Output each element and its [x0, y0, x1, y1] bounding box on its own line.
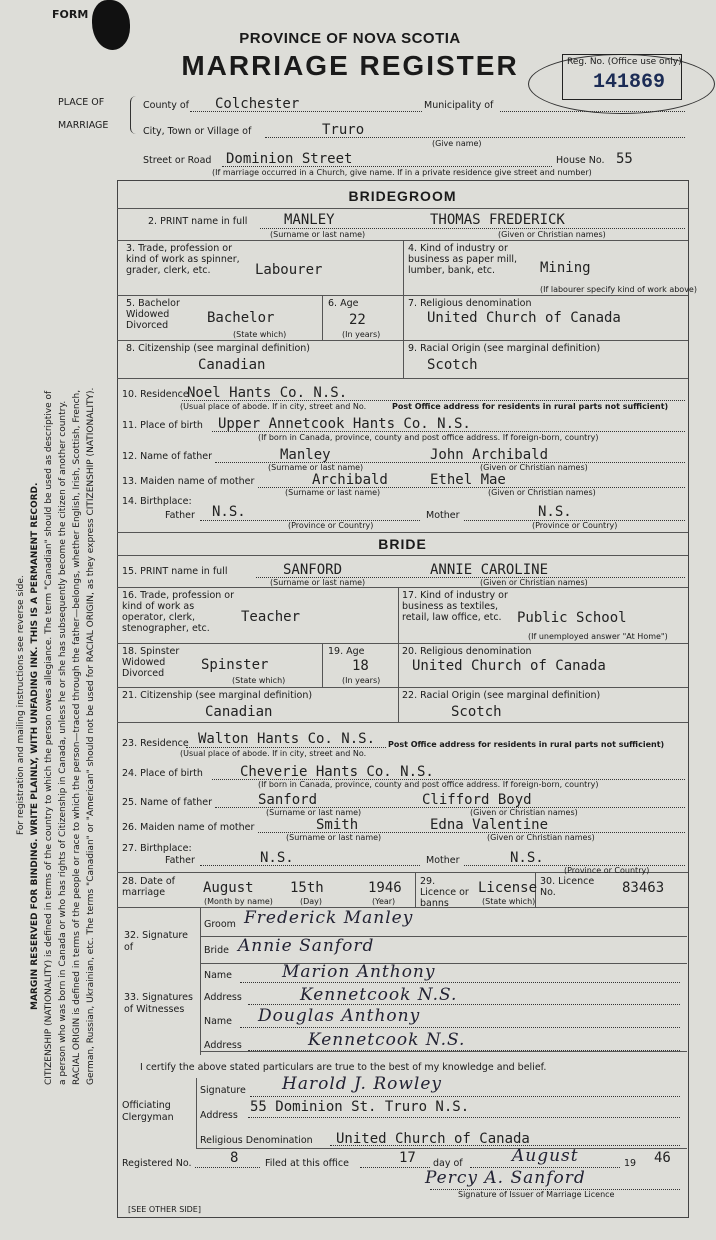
groom-origin: Scotch — [427, 357, 478, 373]
bride-residence-note-b: Post Office address for residents in rural parts not sufficient) — [388, 740, 665, 749]
margin-line-2: MARGIN RESERVED FOR BINDING. WRITE PLAINLY, WITH UNFADING INK. THIS IS A PERMANENT RECORD. — [30, 482, 40, 1010]
groom-bp-mother: N.S. — [538, 504, 572, 520]
bride-heading: BRIDE — [378, 536, 427, 552]
place-label-2: MARRIAGE — [58, 120, 109, 131]
marriage-month: August — [203, 880, 254, 896]
groom-birthplace-label: 11. Place of birth — [122, 420, 203, 431]
bride-surname: SANFORD — [283, 562, 343, 578]
bride-father-given: Clifford Boyd — [422, 792, 532, 808]
bridegroom-heading: BRIDEGROOM — [348, 188, 457, 204]
marriage-date-label: 28. Date of marriage — [122, 876, 176, 898]
bride-given-note: (Given or Christian names) — [480, 578, 588, 587]
place-label-1: PLACE OF — [58, 97, 105, 108]
w1-name-label: Name — [204, 970, 233, 981]
groom-bp-father: N.S. — [212, 504, 246, 520]
street-value: Dominion Street — [226, 151, 353, 167]
w1-name: Marion Anthony — [282, 962, 436, 982]
groom-mother-label: 13. Maiden name of mother — [122, 476, 255, 487]
registered-no: 8 — [230, 1150, 239, 1166]
margin-line-5: RACIAL ORIGIN is defined in terms of the people or race to which the person—traced through the father—belongs, whether English, Irish, Scottish, French, — [72, 389, 82, 1085]
groom-sig-label: Groom — [204, 919, 236, 930]
groom-given-note: (Given or Christian names) — [498, 230, 606, 239]
licence-type-label: 29. Licence or banns — [420, 876, 469, 909]
bride-father-given-note: (Given or Christian names) — [470, 808, 578, 817]
groom-industry-label: 4. Kind of industry or business as paper mill, lumber, bank, etc. — [408, 243, 518, 276]
bride-religion-label: 20. Religious denomination — [402, 646, 532, 657]
w2-name: Douglas Anthony — [258, 1006, 421, 1026]
groom-given: THOMAS FREDERICK — [430, 212, 565, 228]
bride-father-label: 25. Name of father — [122, 797, 213, 808]
bride-industry-note: (If unemployed answer "At Home") — [528, 632, 668, 641]
groom-bp-father-note: (Province or Country) — [288, 521, 374, 530]
bride-origin: Scotch — [451, 704, 502, 720]
marriage-day-note: (Day) — [300, 897, 323, 906]
signature-of-label: 32. Signature of — [124, 930, 188, 953]
bride-mother-given: Edna Valentine — [430, 817, 549, 833]
groom-surname-note: (Surname or last name) — [270, 230, 366, 239]
certify-text: I certify the above stated particulars are true to the best of my knowledge and belief. — [140, 1062, 547, 1073]
bride-status: Spinster — [201, 657, 269, 673]
margin-line-3: CITIZENSHIP (NATIONALITY) is defined in terms of the country to which the person owes allegiance. The term "Canadian" should be used as descriptive of — [44, 390, 54, 1085]
city-label: City, Town or Village of — [143, 126, 252, 137]
bride-mother-surname: Smith — [316, 817, 359, 833]
groom-religion: United Church of Canada — [427, 310, 621, 326]
bride-state-note: (State which) — [232, 676, 286, 685]
licence-state-note: (State which) — [482, 897, 536, 906]
county-label: County of — [143, 100, 190, 111]
groom-residence-note-b: Post Office address for residents in rural parts not sufficient) — [392, 402, 669, 411]
form-label: FORM — [52, 8, 89, 21]
registered-label: Registered No. — [122, 1158, 192, 1169]
w2-addr-label: Address — [204, 1040, 242, 1051]
bride-bp-label: 27. Birthplace: — [122, 843, 192, 854]
clergy-signature: Harold J. Rowley — [282, 1074, 443, 1094]
street-label: Street or Road — [143, 155, 212, 166]
w2-addr: Kennetcook N.S. — [308, 1030, 466, 1050]
witnesses-label: 33. Signatures of Witnesses — [124, 992, 193, 1015]
page-title: MARRIAGE REGISTER — [181, 50, 519, 81]
groom-bp-father-label: Father — [165, 510, 195, 521]
ink-blot — [92, 0, 130, 50]
groom-father-label: 12. Name of father — [122, 451, 213, 462]
bride-father-surname: Sanford — [258, 792, 318, 808]
bride-mother-surname-note: (Surname or last name) — [286, 833, 382, 842]
groom-industry: Mining — [540, 260, 591, 276]
bride-bp-father: N.S. — [260, 850, 294, 866]
groom-name-label: 2. PRINT name in full — [148, 216, 248, 227]
clergy-addr-label: Address — [200, 1110, 238, 1121]
marriage-day: 15th — [290, 880, 324, 896]
groom-citizenship-label: 8. Citizenship (see marginal definition) — [126, 343, 311, 354]
bride-bp-mother: N.S. — [510, 850, 544, 866]
bride-industry: Public School — [517, 610, 627, 626]
bride-father-surname-note: (Surname or last name) — [266, 808, 362, 817]
clergy-label: Officiating Clergyman — [122, 1100, 174, 1123]
groom-age-note: (In years) — [342, 330, 381, 339]
bride-citizenship: Canadian — [205, 704, 273, 720]
groom-state-note: (State which) — [233, 330, 287, 339]
marriage-year: 1946 — [368, 880, 402, 896]
groom-citizenship: Canadian — [198, 357, 266, 373]
city-value: Truro — [322, 122, 365, 138]
bride-sig-label: Bride — [204, 945, 229, 956]
bride-mother-label: 26. Maiden name of mother — [122, 822, 255, 833]
filed-month: August — [512, 1146, 579, 1166]
bride-residence-label: 23. Residence — [122, 738, 189, 749]
bride-origin-label: 22. Racial Origin (see marginal definition) — [402, 690, 601, 701]
see-other-side: [SEE OTHER SIDE] — [128, 1205, 201, 1214]
bride-age-label: 19. Age — [328, 646, 365, 657]
marriage-year-note: (Year) — [372, 897, 396, 906]
groom-father-given: John Archibald — [430, 447, 549, 463]
w2-name-label: Name — [204, 1016, 233, 1027]
year-prefix: 19 — [624, 1158, 637, 1169]
groom-trade: Labourer — [255, 262, 323, 278]
bride-mother-given-note: (Given or Christian names) — [487, 833, 595, 842]
bride-given: ANNIE CAROLINE — [430, 562, 549, 578]
groom-religion-label: 7. Religious denomination — [408, 298, 532, 309]
groom-father-surname: Manley — [280, 447, 331, 463]
licence-no: 83463 — [622, 880, 665, 896]
bride-age-note: (In years) — [342, 676, 381, 685]
bride-bp-mother-label: Mother — [426, 855, 460, 866]
groom-father-surname-note: (Surname or last name) — [268, 463, 364, 472]
clergy-denom-label: Religious Denomination — [200, 1135, 313, 1146]
clergy-sig-label: Signature — [200, 1085, 246, 1096]
margin-line-1: For registration and mailing instructions see reverse side. — [16, 575, 26, 835]
groom-residence-label: 10. Residence — [122, 389, 189, 400]
margin-line-4: a person who was born in Canada or who has rights of Citizenship in Canada, unless he or she has subsequently become the citizen of another country. — [58, 400, 68, 1085]
reg-no-value: 141869 — [593, 71, 666, 94]
groom-surname: MANLEY — [284, 212, 335, 228]
province-heading: PROVINCE OF NOVA SCOTIA — [239, 30, 461, 47]
bride-citizenship-label: 21. Citizenship (see marginal definition) — [122, 690, 313, 701]
groom-residence-note: (Usual place of abode. If in city, street and No. — [180, 402, 367, 411]
groom-age-label: 6. Age — [328, 298, 359, 309]
street-note: (If marriage occurred in a Church, give name. If in a private residence give street and number) — [212, 168, 592, 177]
bride-birthplace-label: 24. Place of birth — [122, 768, 203, 779]
groom-mother-surname: Archibald — [312, 472, 388, 488]
groom-mother-given: Ethel Mae — [430, 472, 506, 488]
reg-no-label: Reg. No. (Office use only) — [567, 57, 682, 67]
groom-status: Bachelor — [207, 310, 275, 326]
bride-bp-mother-note: (Province or Country) — [564, 866, 650, 875]
groom-residence: Noel Hants Co. N.S. — [187, 385, 348, 401]
bride-age: 18 — [352, 658, 369, 674]
house-value: 55 — [616, 151, 633, 167]
bride-birthplace-note: (If born in Canada, province, county and post office address. If foreign-born, country) — [258, 780, 599, 789]
margin-line-6: German, Russian, Ukrainian, etc. The terms "Canadian" or "American" should not be used for RACIAL ORIGIN, as they express CITIZENSHIP (NATIONALITY). — [86, 387, 96, 1085]
bride-birthplace: Cheverie Hants Co. N.S. — [240, 764, 434, 780]
bride-trade-label: 16. Trade, profession or kind of work as operator, clerk, stenographer, etc. — [122, 590, 235, 634]
groom-birthplace: Upper Annetcook Hants Co. N.S. — [218, 416, 471, 432]
bride-trade: Teacher — [241, 609, 301, 625]
groom-industry-note: (If labourer specify kind of work above) — [540, 285, 697, 294]
bride-residence-note: (Usual place of abode. If in city, street and No. — [180, 749, 367, 758]
clergy-denom: United Church of Canada — [336, 1131, 530, 1147]
groom-mother-surname-note: (Surname or last name) — [285, 488, 381, 497]
bride-religion: United Church of Canada — [412, 658, 606, 674]
issuer-signature: Percy A. Sanford — [425, 1168, 586, 1188]
groom-father-given-note: (Given or Christian names) — [480, 463, 588, 472]
bride-bp-father-label: Father — [165, 855, 195, 866]
groom-mother-given-note: (Given or Christian names) — [488, 488, 596, 497]
bride-status-label: 18. Spinster Widowed Divorced — [122, 646, 180, 679]
groom-bp-label: 14. Birthplace: — [122, 496, 192, 507]
bride-industry-label: 17. Kind of industry or business as textiles, retail, law office, etc. — [402, 590, 508, 623]
filed-label: Filed at this office — [265, 1158, 349, 1169]
groom-age: 22 — [349, 312, 366, 328]
reg-no-box — [562, 54, 682, 100]
give-name-note: (Give name) — [432, 139, 482, 148]
w1-addr-label: Address — [204, 992, 242, 1003]
w1-addr: Kennetcook N.S. — [300, 985, 458, 1005]
marriage-month-note: (Month by name) — [204, 897, 273, 906]
groom-origin-label: 9. Racial Origin (see marginal definition) — [408, 343, 601, 354]
licence-no-label: 30. Licence No. — [540, 876, 595, 898]
groom-bp-mother-note: (Province or Country) — [532, 521, 618, 530]
groom-status-label: 5. Bachelor Widowed Divorced — [126, 298, 180, 331]
licence-type: License — [478, 880, 538, 896]
groom-signature: Frederick Manley — [244, 908, 414, 928]
bride-signature: Annie Sanford — [238, 936, 375, 956]
bride-name-label: 15. PRINT name in full — [122, 566, 228, 577]
county-value: Colchester — [215, 96, 300, 112]
clergy-address: 55 Dominion St. Truro N.S. — [250, 1099, 470, 1115]
issuer-label: Signature of Issuer of Marriage Licence — [458, 1190, 615, 1199]
municipality-label: Municipality of — [424, 100, 494, 111]
groom-bp-mother-label: Mother — [426, 510, 460, 521]
place-brace — [130, 96, 139, 134]
bride-surname-note: (Surname or last name) — [270, 578, 366, 587]
groom-trade-label: 3. Trade, profession or kind of work as spinner, grader, clerk, etc. — [126, 243, 240, 276]
filed-day: 17 — [399, 1150, 416, 1166]
bride-residence: Walton Hants Co. N.S. — [198, 731, 376, 747]
day-of-label: day of — [433, 1158, 463, 1169]
groom-birthplace-note: (If born in Canada, province, county and post office address. If foreign-born, country) — [258, 433, 599, 442]
filed-year: 46 — [654, 1150, 671, 1166]
house-label: House No. — [556, 155, 605, 166]
